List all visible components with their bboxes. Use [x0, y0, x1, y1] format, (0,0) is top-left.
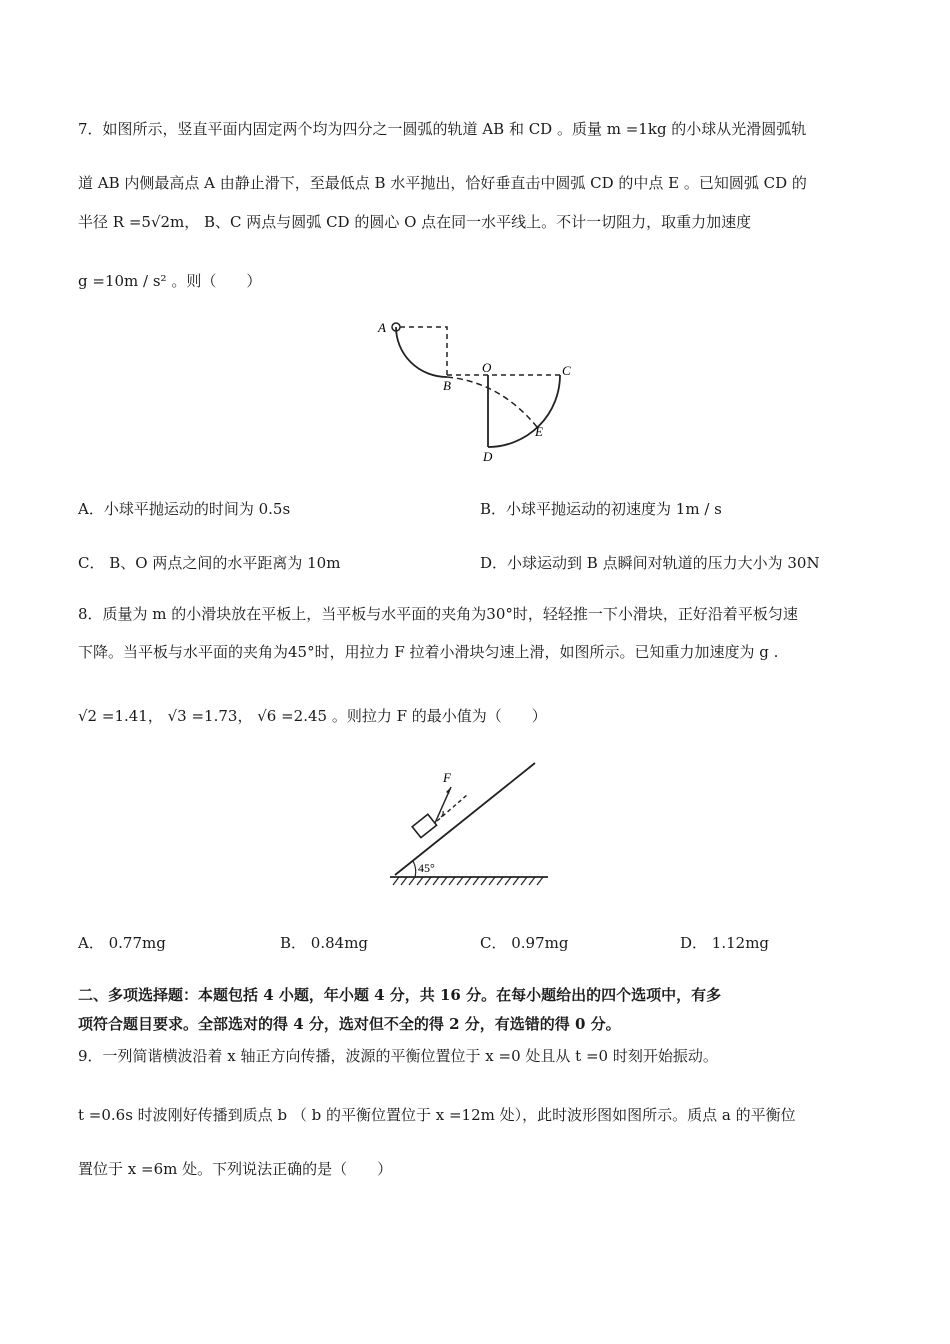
- q8-line-1: 8．质量为 m 的小滑块放在平板上，当平板与水平面的夹角为30°时，轻轻推一下小滑块，正好沿着平板匀速: [78, 605, 798, 623]
- q7-figure: [365, 312, 595, 472]
- label-angle: 45°: [418, 861, 435, 875]
- dashed-guide-a: [400, 327, 447, 377]
- label-b: B: [443, 378, 451, 393]
- q7-option-d: D．小球运动到 B 点瞬间对轨道的压力大小为 30N: [480, 554, 820, 572]
- label-a: A: [378, 320, 386, 335]
- q7-line-2: 道 AB 内侧最高点 A 由静止滑下，至最低点 B 水平抛出，恰好垂直击中圆弧 CD 的中点 E 。已知圆弧 CD 的: [78, 174, 807, 192]
- arc-ab: [396, 327, 447, 377]
- ground-hatching: [393, 877, 543, 885]
- q7-line-1: 7．如图所示，竖直平面内固定两个均为四分之一圆弧的轨道 AB 和 CD 。质量 m =1kg 的小球从光滑圆弧轨: [78, 120, 807, 138]
- q8-option-c: C． 0.97mg: [480, 934, 569, 952]
- q7-line-3: 半径 R =5√2m， B、C 两点与圆弧 CD 的圆心 O 点在同一水平线上。不计一切阻力，取重力加速度: [78, 213, 752, 231]
- label-o: O: [482, 360, 492, 375]
- q7-option-c: C． B、O 两点之间的水平距离为 10m: [78, 554, 341, 572]
- q8-figure: [385, 755, 555, 890]
- section2-line-1: 二、多项选择题：本题包括 4 小题，年小题 4 分，共 16 分。在每小题给出的四个选项中，有多: [78, 986, 722, 1004]
- q9-line-2: t =0.6s 时波刚好传播到质点 b （ b 的平衡位置位于 x =12m 处），此时波形图如图所示。质点 a 的平衡位: [78, 1106, 796, 1124]
- label-d: D: [483, 449, 493, 464]
- q7-option-b: B．小球平抛运动的初速度为 1m / s: [480, 500, 722, 518]
- label-f: F: [443, 770, 451, 785]
- q9-line-1: 9．一列简谐横波沿着 x 轴正方向传播，波源的平衡位置位于 x =0 处且从 t =0 时刻开始振动。: [78, 1047, 718, 1065]
- q8-line-3: √2 =1.41， √3 =1.73， √6 =2.45 。则拉力 F 的最小值为（ ）: [78, 707, 547, 725]
- q8-option-d: D． 1.12mg: [680, 934, 770, 952]
- incline-plane: [395, 763, 535, 875]
- sliding-block: [412, 814, 436, 837]
- trajectory-be: [447, 377, 537, 427]
- arc-cd: [488, 375, 560, 447]
- q8-line-2: 下降。当平板与水平面的夹角为45°时，用拉力 F 拉着小滑块匀速上滑，如图所示。已知重力加速度为 g .: [78, 643, 779, 661]
- q8-option-a: A． 0.77mg: [78, 934, 166, 952]
- angle-arc-45: [413, 861, 416, 877]
- label-c: C: [562, 363, 571, 378]
- q7-line-4: g =10m / s² 。则（ ）: [78, 272, 262, 290]
- q7-option-a: A．小球平抛运动的时间为 0.5s: [78, 500, 291, 518]
- q9-line-3: 置位于 x =6m 处。下列说法正确的是（ ）: [78, 1160, 393, 1178]
- label-e: E: [535, 424, 543, 439]
- q8-option-b: B． 0.84mg: [280, 934, 369, 952]
- section2-line-2: 项符合题目要求。全部选对的得 4 分，选对但不全的得 2 分，有选错的得 0 分。: [78, 1015, 621, 1033]
